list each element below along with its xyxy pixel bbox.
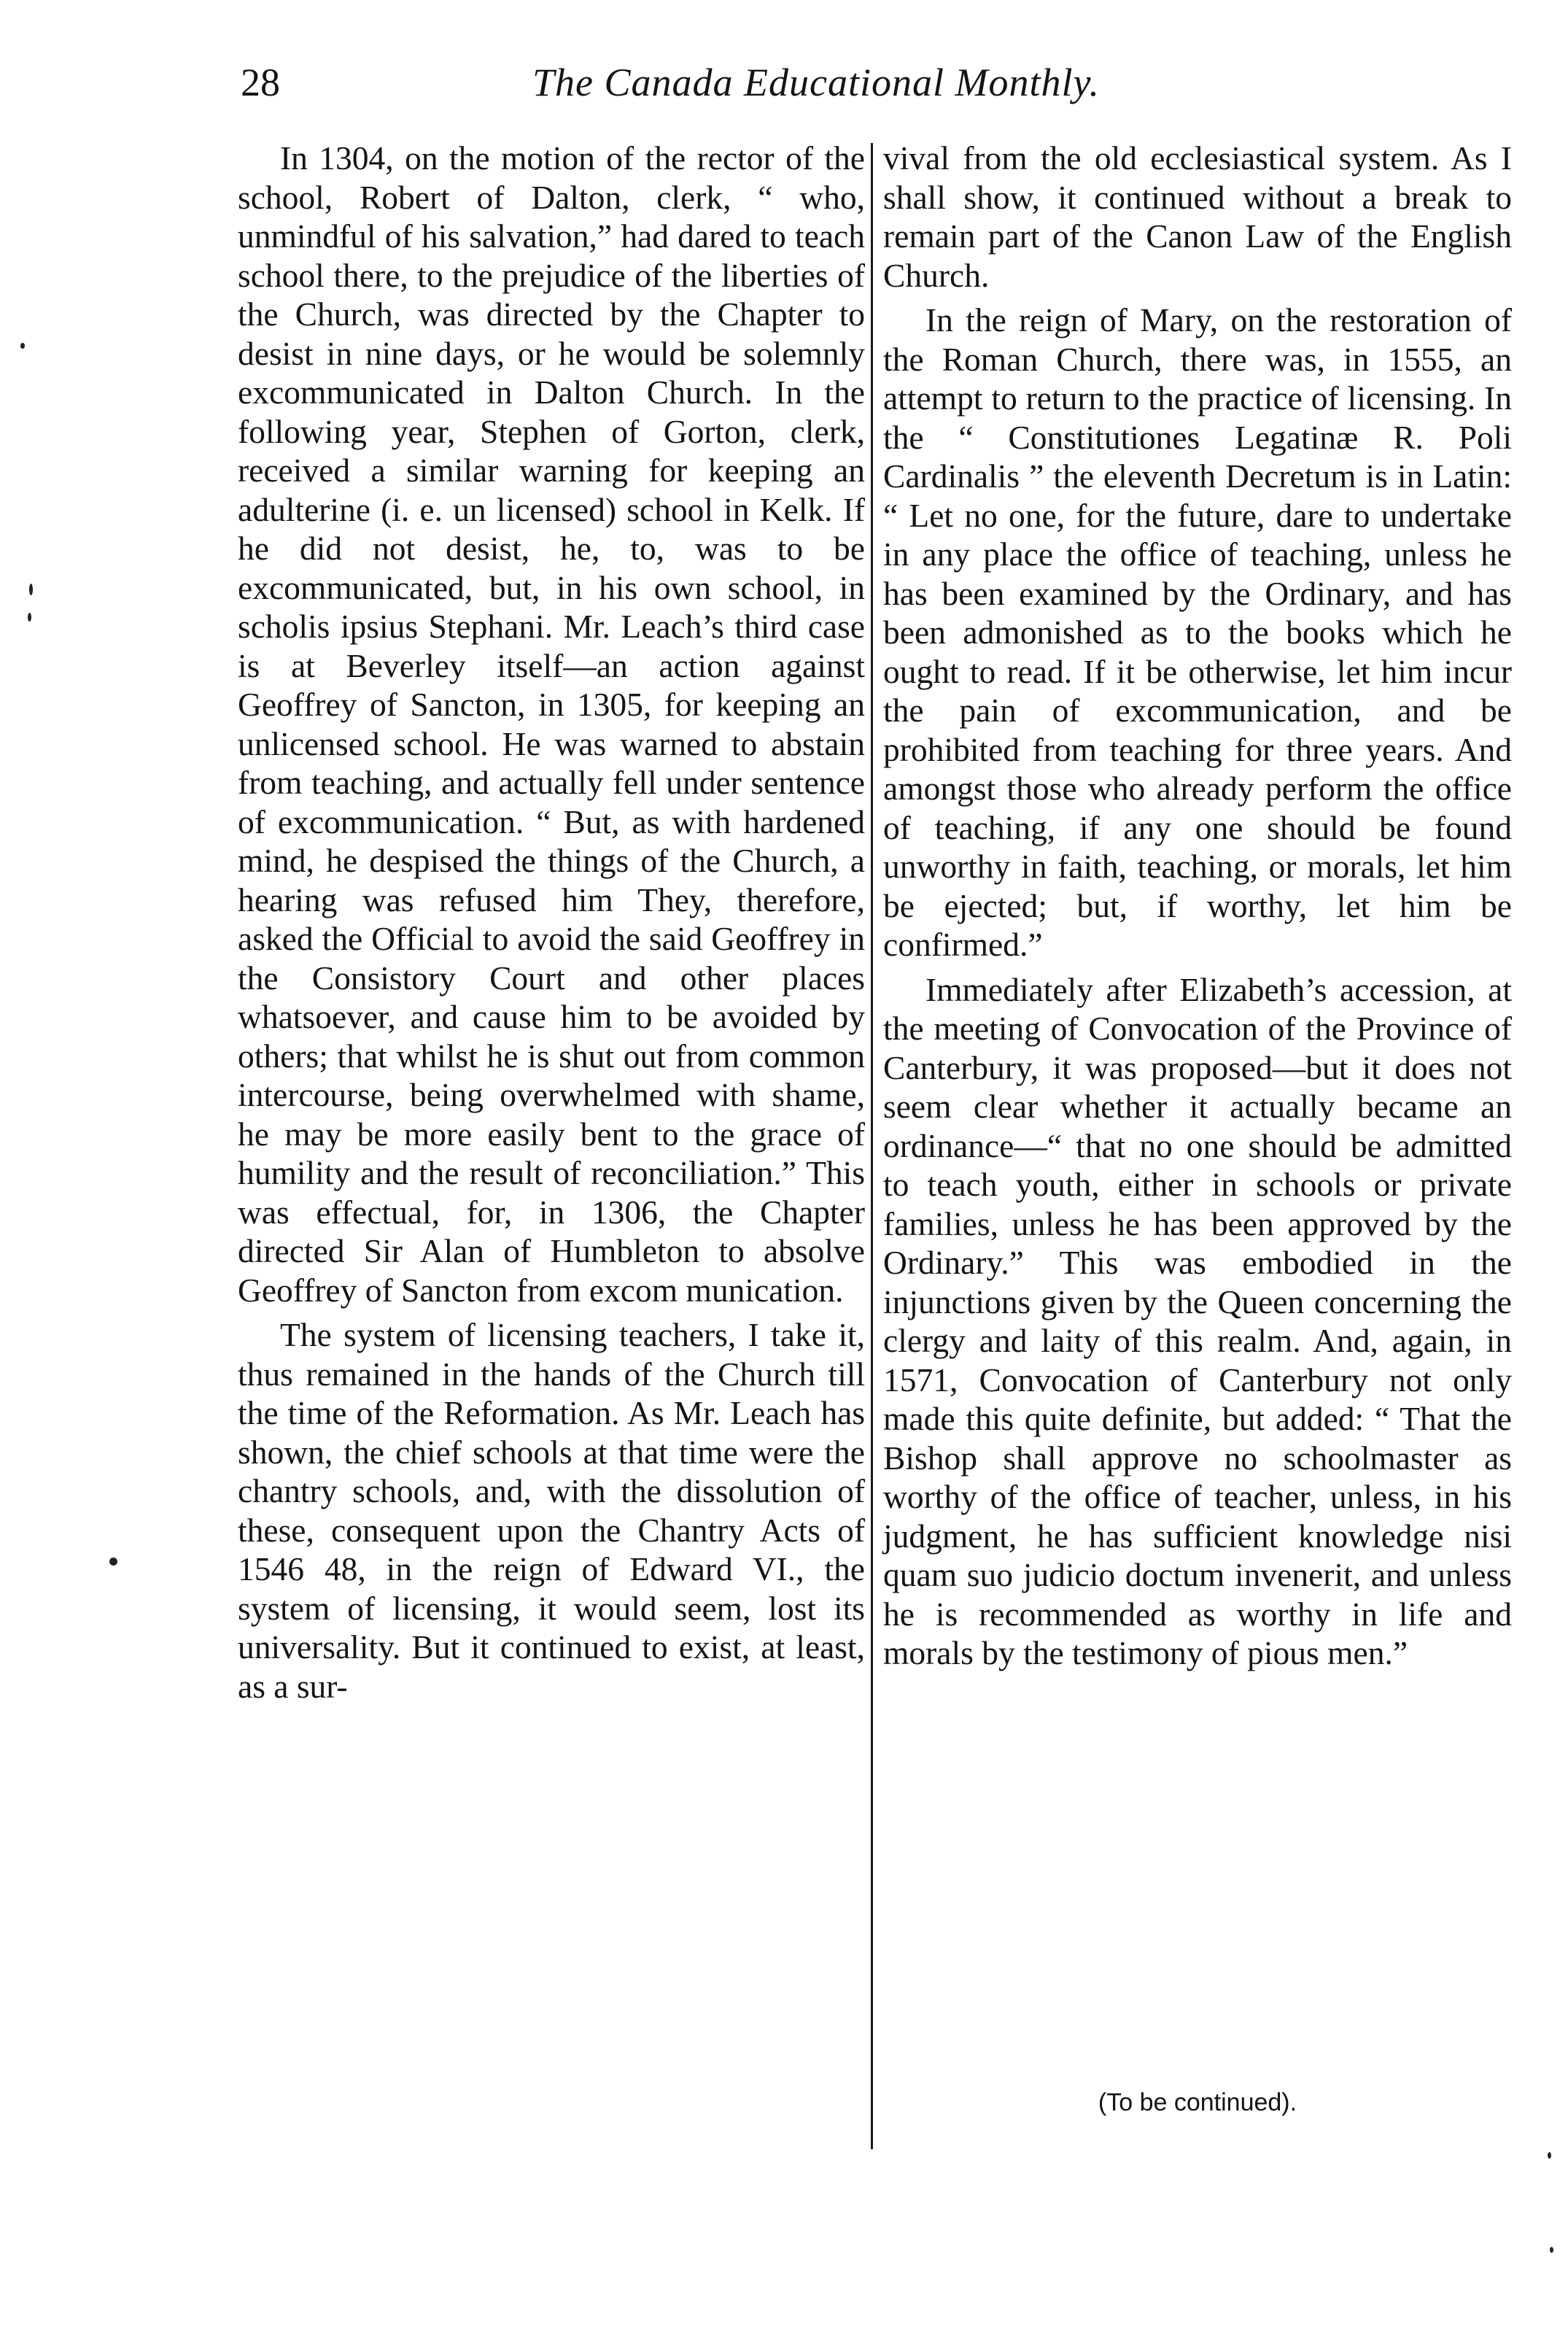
paragraph: The system of licensing teachers, I take it, thus remained in the hands of the Church till the time of the Reformation. As Mr. Leach has shown, the chief schools at that time were the chantry schools, and, with the dissolution of these, consequent upon the Chantry Acts of 1546 48, in the reign of Edward VI., the system of licensing, it would seem, lost its universality. But it continued to exist, at least, as a sur- bbox=[238, 1316, 865, 1705]
scan-speck bbox=[109, 1558, 117, 1566]
right-column bbox=[883, 139, 1512, 1673]
to-be-continued-note: (To be continued). bbox=[1098, 2089, 1297, 2116]
scan-speck bbox=[1550, 2247, 1553, 2253]
journal-title: The Canada Educational Monthly. bbox=[532, 61, 1100, 104]
left-column bbox=[238, 139, 865, 1706]
paragraph: In the reign of Mary, on the restoration of the Roman Church, there was, in 1555, an attempt to return to the practice of licensing. In the “ Constitutiones Legatinæ R. Poli Cardinalis ” the eleventh Decretum is in Latin: “ Let no one, for the future, dare to undertake in any place the office of teaching, unless he has been examined by the Ordinary, and has been admonished as to the books which he ought to read. If it be otherwise, let him incur the pain of excommunication, and be prohibited from teaching for three years. And amongst those who already perform the office of teaching, if any one should be found unworthy in faith, teaching, or morals, let him be ejected; but, if worthy, let him be confirmed.” bbox=[883, 301, 1512, 963]
paragraph: In 1304, on the motion of the rector of the school, Robert of Dalton, clerk, “ who, unmindful of his salvation,” had dared to teach school there, to the prejudice of the liberties of the Church, was directed by the Chapter to desist in nine days, or he would be solemnly excommunicated in Dalton Church. In the following year, Stephen of Gorton, clerk, received a similar warning for keeping an adulterine (i. e. un licensed) school in Kelk. If he did not desist, he, to, was to be excommunicated, but, in his own school, in scholis ipsius Stephani. Mr. Leach’s third case is at Beverley itself—an action against Geoffrey of Sancton, in 1305, for keeping an unlicensed school. He was warned to abstain from teaching, and actually fell under sentence of excommunication. “ But, as with hardened mind, he despised the things of the Church, a hearing was refused him They, therefore, asked the Official to avoid the said Geoffrey in the Consistory Court and other places whatsoever, and cause him to be avoided by others; that whilst he is shut out from common intercourse, being overwhelmed with shame, he may be more easily bent to the grace of humility and the result of reconciliation.” This was effectual, for, in 1306, the Chapter directed Sir Alan of Humbleton to absolve Geoffrey of Sancton from excom munication. bbox=[238, 139, 865, 1309]
scan-speck bbox=[29, 584, 33, 595]
scan-speck bbox=[28, 613, 31, 622]
scan-speck bbox=[20, 343, 25, 349]
page-number: 28 bbox=[241, 61, 280, 104]
column-divider bbox=[871, 143, 873, 2149]
paragraph: Immediately after Elizabeth’s accession, at the meeting of Convocation of the Province of Canterbury, it was proposed—but it does not seem clear whether it actually became an ordinance—“ that no one should be admitted to teach youth, either in schools or private families, unless he has been approved by the Ordinary.” This was embodied in the injunctions given by the Queen concerning the clergy and laity of this realm. And, again, in 1571, Convocation of Canterbury not only made this quite definite, but added: “ That the Bishop shall approve no schoolmaster as worthy of the office of teacher, unless, in his judgment, he has sufficient knowledge nisi quam suo judicio doctum invenerit, and unless he is recommended as worthy in life and morals by the testimony of pious men.” bbox=[883, 970, 1512, 1671]
paragraph-continued: vival from the old ecclesiastical system. As I shall show, it continued without a break to remain part of the Canon Law of the English Church. bbox=[883, 139, 1512, 294]
scan-speck bbox=[1548, 2152, 1551, 2159]
page-header bbox=[241, 57, 1211, 108]
